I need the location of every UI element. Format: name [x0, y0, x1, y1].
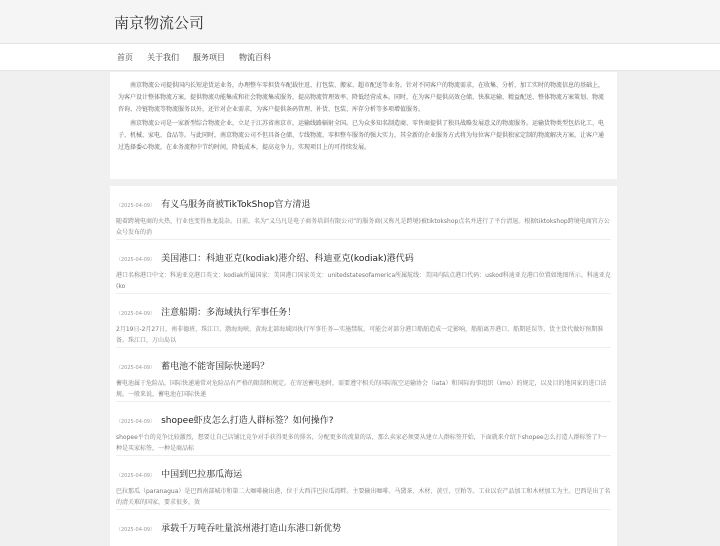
article-title-link[interactable]: 美国港口：科迪亚克(kodiak)港介绍、科迪亚克(kodiak)港代码 [161, 254, 414, 264]
article-date: （2025-04-09） [116, 311, 156, 317]
article-date: （2025-04-09） [116, 473, 156, 479]
nav-item-home[interactable]: 首页 [117, 53, 133, 62]
site-header [0, 0, 720, 44]
article-date: （2025-04-09） [116, 203, 156, 209]
article-date: （2025-04-09） [116, 419, 156, 425]
article-title-link[interactable]: 中国到巴拉那瓜海运 [161, 470, 243, 480]
article-title-link[interactable]: 承载千万吨吞吐量滨州港打造山东港口新优势 [161, 524, 342, 534]
article-item [116, 294, 611, 348]
article-item [116, 186, 611, 240]
article-summary: shopee平台的竞争比较激烈，想要让自己店铺比竞争对手获得更多的排名，分配更多的流量的话，那么卖家必须要从建立人群标签开始，下面就来介绍下shopee怎么打造人群标签了?一种是买家标签，一种是商品标 [116, 434, 607, 452]
intro-paragraph: 南京物流公司提供国内长短途货运业务，办理整车零担货车配载往返、打包装、搬家、超市配送等业务。针对不同客户的物流需求，在收集、分析、加工实时的物流信息的基础上，为客户设计整体物流方案，提供物流功能集成和社会物流集成服务，提高物流管理效率、降低经营成本。同时，在为客户提供高效仓储、快准运输、精益配送、整体物流方案策划、物流咨询、冷链物流等物流服务以外，还针对企业需求，为客户提供条码管理、补货、包装、库存分析等多项增值服务。 [118, 82, 605, 113]
article-summary: 随着跨境电商的火热，行业也变得鱼龙混杂。日前，名为“义乌凡是电子商务培训有限公司”的服务商(又称凡是跨境)被tiktokshop点名并进行了平台清退。根据tiktokshop跨境电商官方公众号发布的消 [116, 218, 610, 236]
article-item [116, 240, 611, 294]
nav-item-encyclopedia[interactable]: 物流百科 [239, 53, 271, 62]
article-item [116, 456, 611, 510]
article-title-link[interactable]: 蓄电池不能寄国际快递吗？ [161, 362, 270, 372]
nav-item-services[interactable]: 服务项目 [193, 53, 225, 62]
article-date: （2025-04-09） [116, 365, 156, 371]
intro-section [110, 72, 617, 179]
article-summary: 蓄电池属于危险品，国际快递通常对危险品有严格的限制和规定。在寄送蓄电池时，需要遵守相关的国际航空运输协会（iata）和国际海事组织（imo）的规定，以及目的地国家的进口法规。一般来说，蓄电池在国际快递 [116, 380, 607, 398]
article-summary [116, 540, 611, 546]
intro-paragraph: 南京物流公司是一家新型综合物流企业，立足于江苏省南京市，运输线路辐射全国。已为众多知名制造商、零售商提供了独具战略发展意义的物流服务。运输货物类型包括化工、电子、机械、家电、食品等。与此同时，南京物流公司不但具备仓储、专线物流、零担整车服务的强大实力，其全新的企业服务方式将为每位客户提供独家定制的物流解决方案，让客户通过选择委心物流，在业务流程中节约时间，降低成本，提高竞争力，实现项目上的可持续发展。 [118, 120, 605, 151]
article-summary: 2月19日-2月27日，南非德班、珠江口、渤海海峡、黄海北部海域因执行军事任务—实施禁航。可能会对部分港口船舶造成一定影响，船舶离开港口、船期延误等，货主货代做好预期准备。珠江口，万山岛以 [116, 326, 604, 344]
article-title-link[interactable]: 注意船期：多海域执行军事任务！ [161, 308, 297, 318]
nav-item-about[interactable]: 关于我们 [147, 53, 179, 62]
article-title-link[interactable]: 有义乌服务商被TikTokShop官方清退 [161, 200, 311, 210]
article-item [116, 510, 611, 546]
article-title-link[interactable]: shopee虾皮怎么打造人群标签？如何操作? [161, 416, 334, 426]
main-navigation [0, 44, 720, 71]
article-summary: 巴拉那瓜（paranagua）是巴西南部城市和第二大咖啡输出港，位于大西洋巴拉瓜湾畔。主要输出咖啡、马黛茶、木材、黄豆、豆粕等。工业以农产品加工和木材加工为主。巴西是出了名的清关难的国家，要求很多，效 [116, 488, 611, 506]
article-list [110, 186, 617, 546]
nav-menu [110, 44, 278, 71]
article-date: （2025-04-09） [116, 257, 156, 263]
site-title[interactable]: 南京物流公司 [114, 14, 205, 32]
article-item [116, 402, 611, 456]
article-item [116, 348, 611, 402]
article-date: （2025-04-09） [116, 527, 156, 533]
article-summary: 港口名称港口中文：科迪亚克港口英文：kodiak所属国家：美国港口国家英文：unitedstatesofamerica所属航线：美国内陆点港口代码：uskod科迪亚克港口位置如地图所示。科迪亚克(ko [116, 272, 611, 290]
